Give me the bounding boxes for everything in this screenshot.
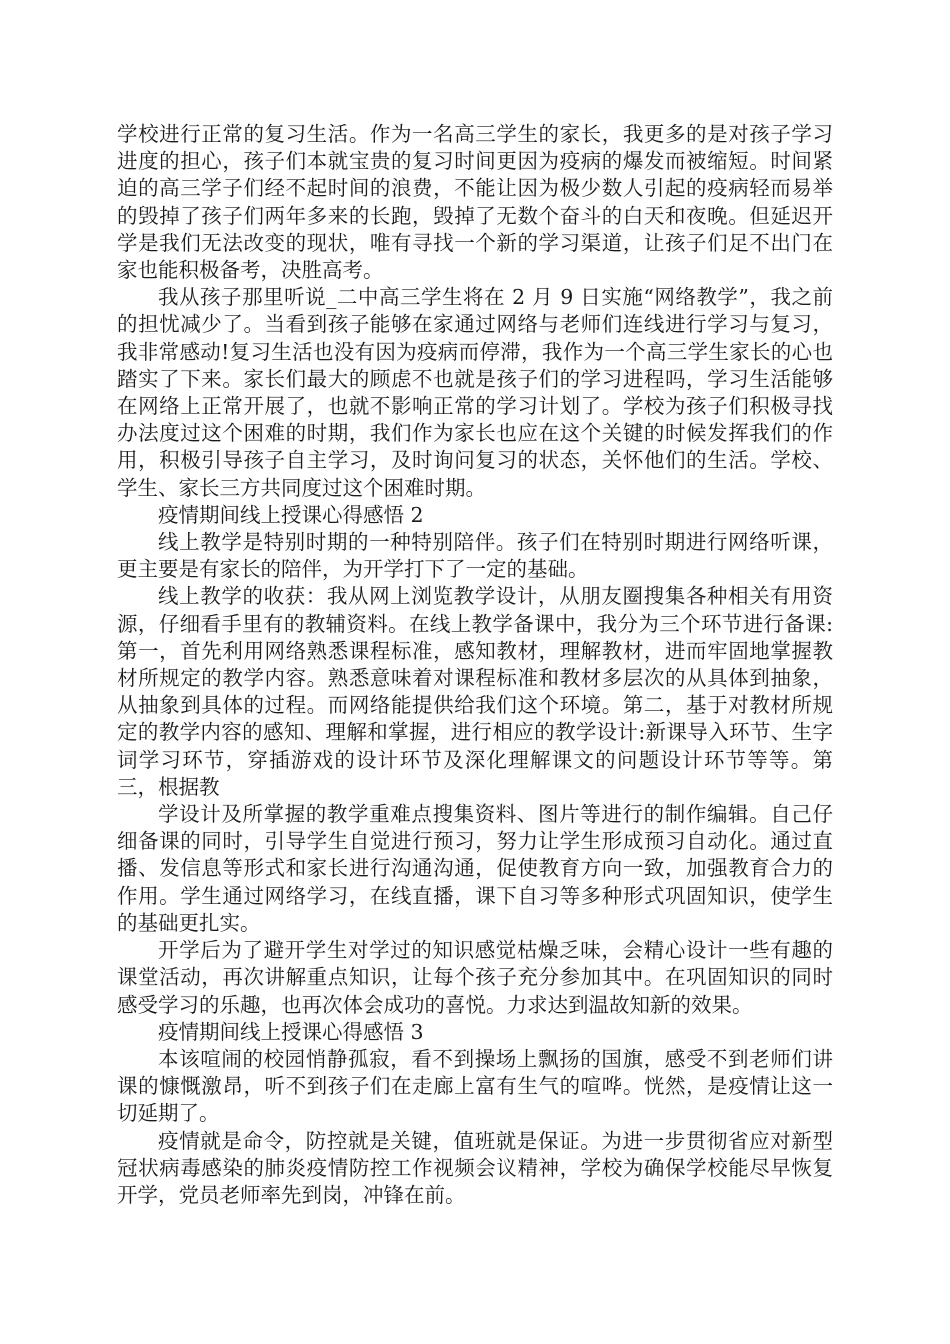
section-heading-3: 疫情期间线上授课心得感悟 3 bbox=[158, 1019, 424, 1044]
document-page bbox=[117, 121, 833, 1209]
paragraph-7: 本该喧闹的校园悄静孤寂，看不到操场上飘扬的国旗，感受不到老师们讲课的慷慨激昂，听不到孩子们在走廊上富有生气的喧哗。恍然，是疫情让这一切延期了。 bbox=[117, 1046, 833, 1126]
paragraph-6: 开学后为了避开学生对学过的知识感觉枯燥乏味，会精心设计一些有趣的课堂活动，再次讲解重点知识，让每个孩子充分参加其中。在巩固知识的同时感受学习的乐趣，也再次体会成功的喜悦。力求达到温故知新的效果。 bbox=[117, 938, 833, 1017]
section-heading-2: 疫情期间线上授课心得感悟 2 bbox=[158, 502, 424, 527]
paragraph-8: 疫情就是命令，防控就是关键，值班就是保证。为进一步贯彻省应对新型冠状病毒感染的肺炎疫情防控工作视频会议精神，学校为确保学校能尽早恢复开学，党员老师率先到岗，冲锋在前。 bbox=[117, 1128, 833, 1207]
paragraph-3: 线上教学是特别时期的一种特别陪伴。孩子们在特别时期进行网络听课，更主要是有家长的陪伴，为开学打下了一定的基础。 bbox=[117, 530, 833, 582]
paragraph-4: 线上教学的收获：我从网上浏览教学设计，从朋友圈搜集各种相关有用资源，仔细看手里有的教辅资料。在线上教学备课中，我分为三个环节进行备课:第一，首先利用网络熟悉课程标准，感知教材，理解教材，进而牢固地掌握教材所规定的教学内容。熟悉意味着对课程标准和教材多层次的从具体到抽象，从抽象到具体的过程。而网络能提供给我们这个环境。第二，基于对教材所规定的教学内容的感知、理解和掌握，进行相应的教学设计:新课导入环节、生字词学习环节，穿插游戏的设计环节及深化理解课文的问题设计环节等等。第三，根据教 bbox=[117, 584, 833, 799]
paragraph-2: 我从孩子那里听说_二中高三学生将在 2 月 9 日实施“网络教学”，我之前的担忧减少了。当看到孩子能够在家通过网络与老师们连线进行学习与复习，我非常感动!复习生活也没有因为疫病而停滞，我作为一个高三学生家长的心也踏实了下来。家长们最大的顾虑不也就是孩子们的学习进程吗，学习生活能够在网络上正常开展了，也就不影响正常的学习计划了。学校为孩子们积极寻找办法度过这个困难的时期，我们作为家长也应在这个关键的时候发挥我们的作用，积极引导孩子自主学习，及时询问复习的状态，关怀他们的生活。学校、学生、家长三方共同度过这个困难时期。 bbox=[117, 285, 833, 500]
paragraph-5: 学设计及所掌握的教学重难点搜集资料、图片等进行的制作编辑。自己仔细备课的同时，引导学生自觉进行预习，努力让学生形成预习自动化。通过直播、发信息等形式和家长进行沟通沟通，促使教育方向一致，加强教育合力的作用。学生通过网络学习，在线直播，课下自习等多种形式巩固知识，使学生的基础更扎实。 bbox=[117, 802, 833, 935]
paragraph-1: 学校进行正常的复习生活。作为一名高三学生的家长，我更多的是对孩子学习进度的担心，孩子们本就宝贵的复习时间更因为疫病的爆发而被缩短。时间紧迫的高三学子们经不起时间的浪费，不能让因为极少数人引起的疫病轻而易举的毁掉了孩子们两年多来的长跑，毁掉了无数个奋斗的白天和夜晚。但延迟开学是我们无法改变的现状，唯有寻找一个新的学习渠道，让孩子们足不出门在家也能积极备考，决胜高考。 bbox=[117, 122, 833, 283]
